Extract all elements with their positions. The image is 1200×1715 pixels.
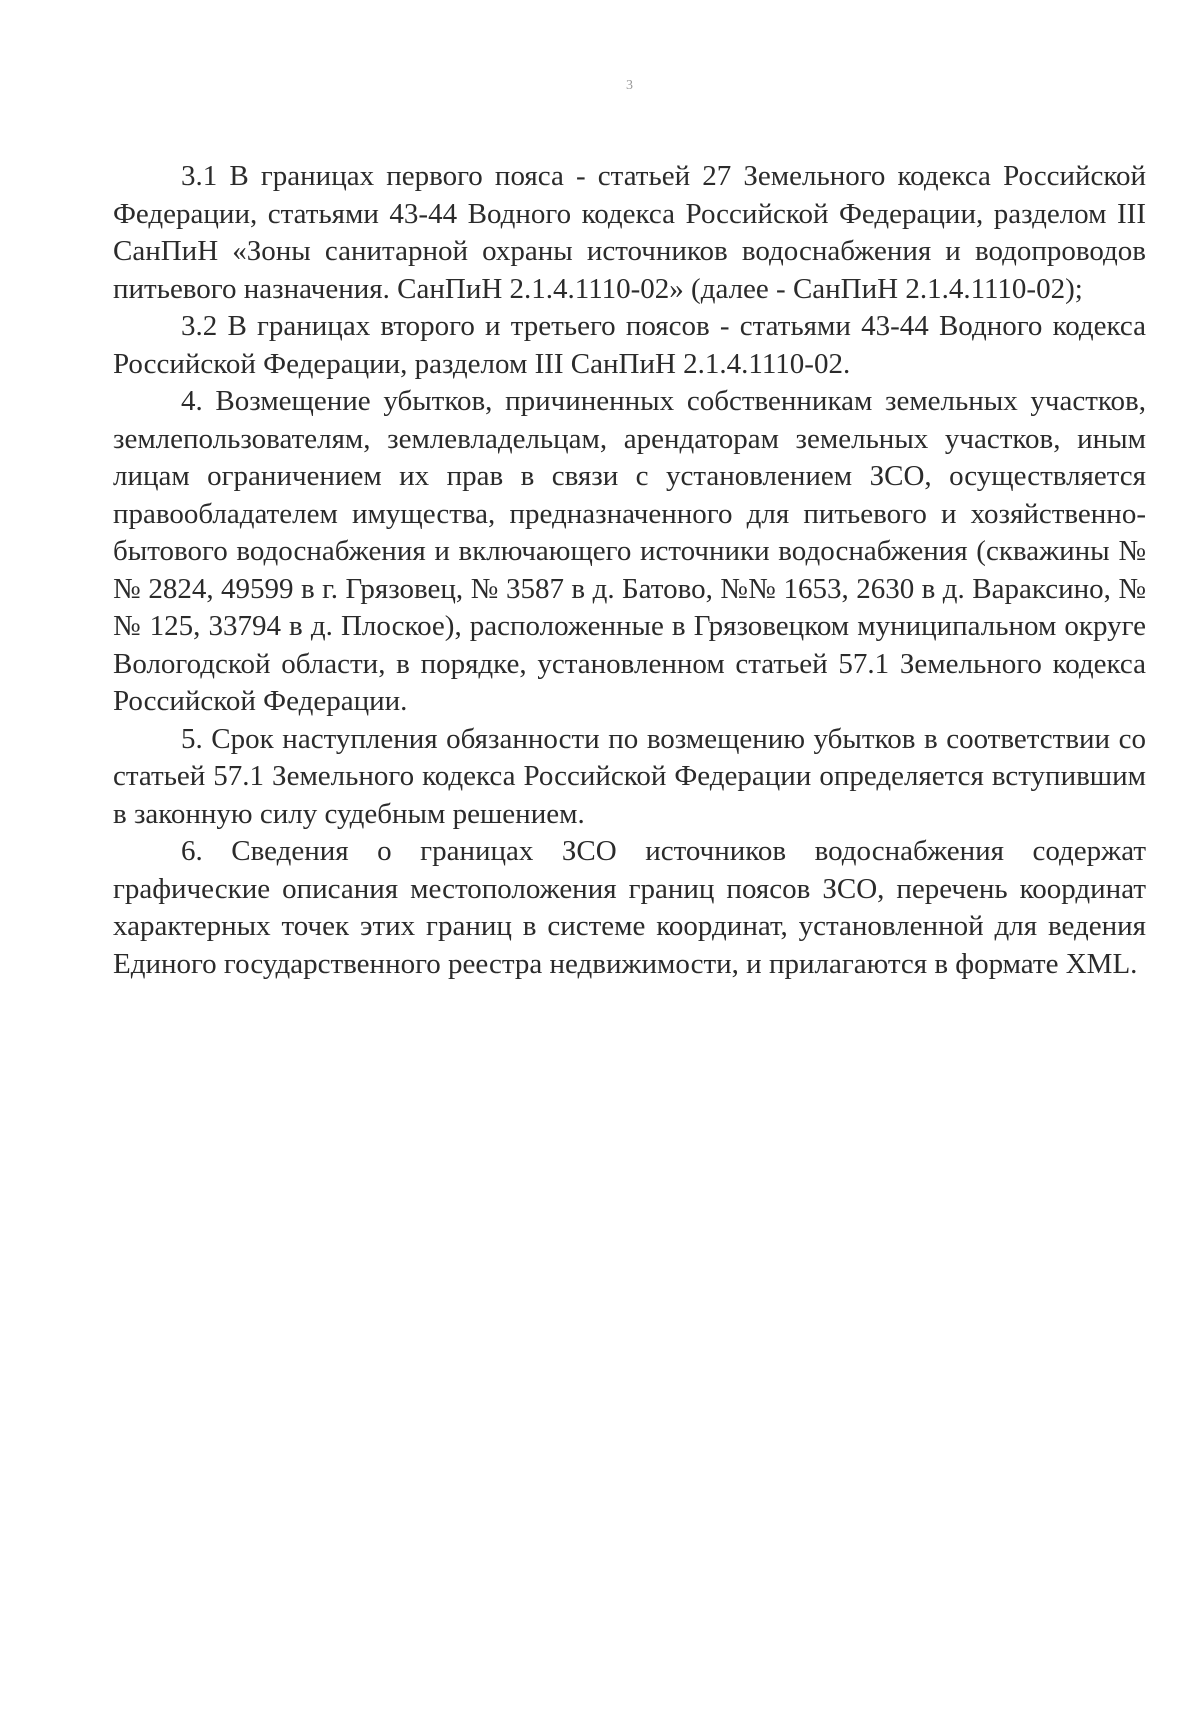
paragraph-5: 5. Срок наступления обязанности по возмещению убытков в соответствии со статьей 57.1 Земельного кодекса Российской Федерации определяется вступившим в законную силу судебным решением. — [113, 722, 1146, 830]
paragraph-4: 4. Возмещение убытков, причиненных собственникам земельных участков, землепользователям, землевладельцам, арендаторам земельных участков, иным лицам ограничением их прав в связи с установлением ЗСО, осуществляется правообладателем имущества, предназначенного для питьевого и хозяйственно-бытового водоснабжения и включающего источники водоснабжения (скважины №№ 2824, 49599 в г. Грязовец, № 3587 в д. Батово, №№ 1653, 2630 в д. Вараксино, №№ 125, 33794 в д. Плоское), расположенные в Грязовецком муниципальном округе Вологодской области, в порядке, установленном статьей 57.1 Земельного кодекса Российской Федерации. — [113, 385, 1146, 717]
document-body — [113, 158, 1146, 983]
paragraph-3-2: 3.2 В границах второго и третьего поясов - статьями 43-44 Водного кодекса Российской Федерации, разделом III СанПиН 2.1.4.1110-02. — [113, 310, 1146, 380]
paragraph-6: 6. Сведения о границах ЗСО источников водоснабжения содержат графические описания местоположения границ поясов ЗСО, перечень координат характерных точек этих границ в системе координат, установленной для ведения Единого государственного реестра недвижимости, и прилагаются в формате XML. — [113, 835, 1146, 980]
paragraph-3-1: 3.1 В границах первого пояса - статьей 27 Земельного кодекса Российской Федерации, статьями 43-44 Водного кодекса Российской Федерации, разделом III СанПиН «Зоны санитарной охраны источников водоснабжения и водопроводов питьевого назначения. СанПиН 2.1.4.1110-02» (далее - СанПиН 2.1.4.1110-02); — [113, 160, 1146, 305]
page-number: 3 — [626, 78, 633, 93]
